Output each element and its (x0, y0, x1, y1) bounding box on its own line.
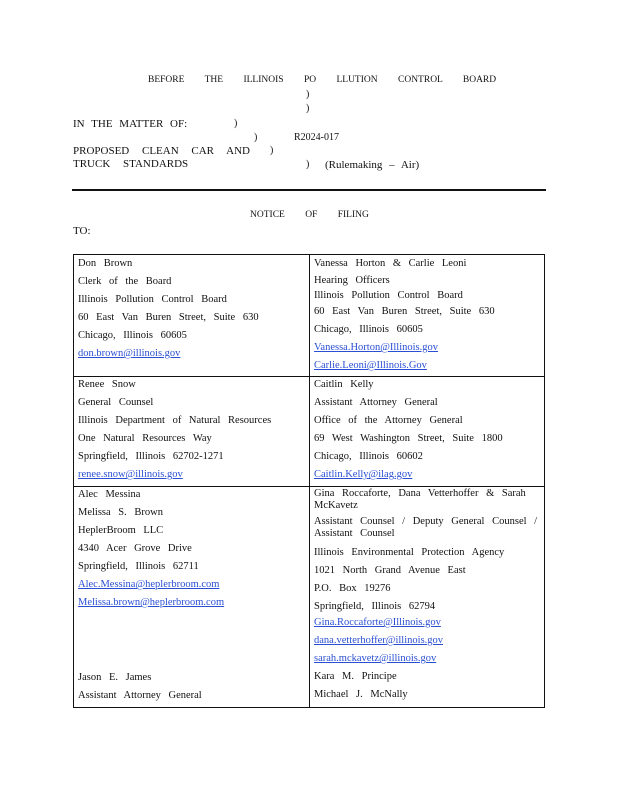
service-list-table (73, 254, 545, 708)
service-contact-heplerbroom (78, 486, 224, 612)
caption-paren: ) (254, 132, 258, 143)
contact-organization: Illinois Environmental Protection Agency (314, 547, 505, 558)
contact-name: Kara M. Principe (314, 671, 397, 682)
email-link[interactable]: Gina.Roccaforte@Illinois.gov (314, 617, 441, 628)
caption-paren: ) (306, 89, 310, 100)
notice-title: NOTICE OF FILING (250, 210, 369, 220)
email-link[interactable]: sarah.mckavetz@illinois.gov (314, 653, 437, 664)
contact-name: Melissa S. Brown (78, 507, 163, 518)
contact-name: Michael J. McNally (314, 689, 408, 700)
service-contact-clerk (78, 255, 259, 363)
column-divider (309, 255, 310, 707)
proposal-title-line2: TRUCK STANDARDS (73, 158, 189, 170)
caption-paren: ) (306, 159, 310, 170)
contact-city: Springfield, Illinois 62711 (78, 561, 199, 572)
proceeding-type: (Rulemaking – Air) (325, 159, 420, 171)
contact-city: Chicago, Illinois 60605 (314, 324, 423, 335)
contact-name: Renee Snow (78, 379, 136, 390)
contact-title: Assistant Attorney General (78, 690, 202, 701)
email-link[interactable]: renee.snow@illinois.gov (78, 469, 183, 480)
contact-title: Clerk of the Board (78, 276, 172, 287)
contact-address: One Natural Resources Way (78, 433, 212, 444)
service-contact-attorney-general (314, 376, 503, 484)
contact-address: 4340 Acer Grove Drive (78, 543, 192, 554)
service-contact-idnr (78, 376, 271, 484)
contact-city: Springfield, Illinois 62794 (314, 601, 436, 612)
caption-paren: ) (270, 145, 274, 156)
contact-name: Vanessa Horton & Carlie Leoni (314, 258, 467, 269)
matter-label: IN THE MATTER OF: (73, 118, 188, 130)
email-link[interactable]: Vanessa.Horton@Illinois.gov (314, 342, 438, 353)
service-contact-hearing-officers (314, 255, 495, 375)
contact-organization: Illinois Pollution Control Board (314, 290, 463, 301)
service-contact-aag (78, 669, 202, 705)
contact-title: General Counsel (78, 397, 154, 408)
contact-names: Gina Roccaforte, Dana Vetterhoffer & Sarah McKavetz (314, 488, 526, 511)
email-link[interactable]: Alec.Messina@heplerbroom.com (78, 579, 220, 590)
caption-paren: ) (234, 118, 238, 129)
contact-name: Alec Messina (78, 489, 141, 500)
contact-address: 1021 North Grand Avenue East (314, 565, 466, 576)
contact-name: Don Brown (78, 258, 133, 269)
email-link[interactable]: don.brown@illinois.gov (78, 348, 181, 359)
contact-address: 60 East Van Buren Street, Suite 630 (78, 312, 259, 323)
contact-organization: Illinois Pollution Control Board (78, 294, 227, 305)
email-link[interactable]: dana.vetterhoffer@illinois.gov (314, 635, 444, 646)
docket-number: R2024-017 (294, 132, 339, 143)
contact-city: Chicago, Illinois 60605 (78, 330, 187, 341)
caption-divider (72, 189, 546, 191)
contact-name: Jason E. James (78, 672, 152, 683)
contact-po-box: P.O. Box 19276 (314, 583, 391, 594)
contact-address: 69 West Washington Street, Suite 1800 (314, 433, 503, 444)
proposal-title-line1: PROPOSED CLEAN CAR AND (73, 145, 250, 157)
contact-organization: Office of the Attorney General (314, 415, 463, 426)
contact-city: Springfield, Illinois 62702-1271 (78, 451, 224, 462)
contact-address: 60 East Van Buren Street, Suite 630 (314, 306, 495, 317)
contact-title: Hearing Officers (314, 275, 390, 286)
email-link[interactable]: Melissa.brown@heplerbroom.com (78, 597, 225, 608)
notice-to-label: TO: (73, 225, 91, 237)
contact-name: Caitlin Kelly (314, 379, 374, 390)
contact-organization: Illinois Department of Natural Resources (78, 415, 272, 426)
email-link[interactable]: Carlie.Leoni@Illinois.Gov (314, 360, 427, 371)
contact-title: Assistant Attorney General (314, 397, 438, 408)
contact-titles: Assistant Counsel / Deputy General Counsel / Assistant Counsel (314, 516, 538, 539)
service-contact-iepa (314, 486, 538, 704)
email-link[interactable]: Caitlin.Kelly@ilag.gov (314, 469, 413, 480)
contact-organization: HeplerBroom LLC (78, 525, 164, 536)
tribunal-caption: BEFORE THE ILLINOIS PO LLUTION CONTROL BOARD (148, 75, 497, 85)
contact-city: Chicago, Illinois 60602 (314, 451, 423, 462)
caption-paren: ) (306, 103, 310, 114)
